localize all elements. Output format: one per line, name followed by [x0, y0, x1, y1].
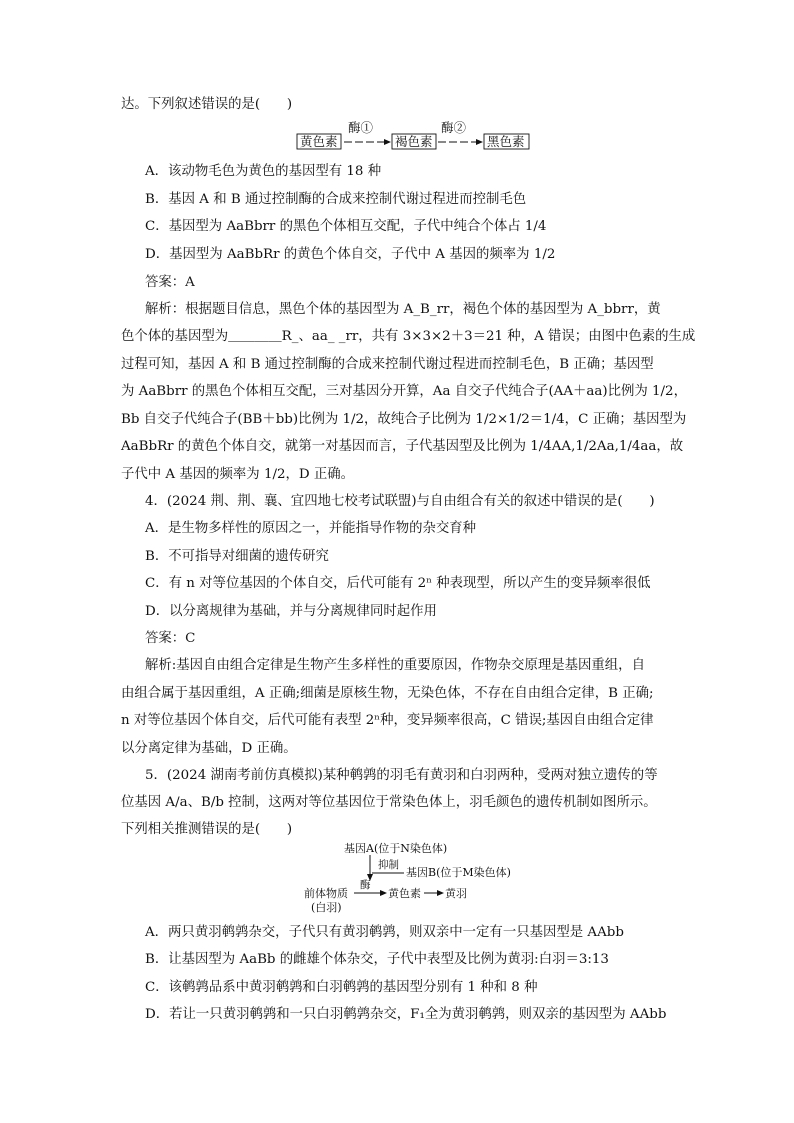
- pigment-arrow-head: [437, 890, 444, 896]
- q4-option-d: D．以分离规律为基础，并与分离规律同时起作用: [145, 604, 437, 619]
- precursor-arrow-head: [380, 890, 387, 896]
- feather-color-mechanism-diagram: [300, 840, 530, 918]
- pigment-brown-label: 褐色素: [395, 134, 433, 149]
- q4-analysis-line-4: 以分离定律为基础，D 正确。: [121, 741, 297, 756]
- precursor-label: 前体物质: [304, 887, 348, 900]
- q3-option-d: D．基因型为 AaBbRr 的黄色个体自交，子代中 A 基因的频率为 1/2: [145, 247, 556, 262]
- q3-analysis-line-1: 解析：根据题目信息，黑色个体的基因型为 A_B_rr，褐色个体的基因型为 A_bbrr，黄: [145, 302, 661, 317]
- q4-option-b: B．不可指导对细菌的遗传研究: [145, 549, 329, 564]
- inhibit-label: 抑制: [378, 859, 399, 871]
- gene-a-label: 基因A(位于N染色体): [344, 842, 448, 855]
- pigment-black-label: 黑色素: [487, 134, 525, 149]
- q5-option-a: A．两只黄羽鹌鹑杂交，子代只有黄羽鹌鹑，则双亲中一定有一只基因型是 AAbb: [145, 925, 624, 940]
- q4-stem: 4．(2024 荆、荆、襄、宜四地七校考试联盟)与自由组合有关的叙述中错误的是( ): [145, 494, 655, 509]
- q3-intro-tail: 达。下列叙述错误的是( ): [121, 97, 293, 112]
- q4-analysis-line-1: 解析:基因自由组合定律是生物产生多样性的重要原因，作物杂交原理是基因重组，自: [145, 658, 645, 673]
- q5-option-d: D．若让一只黄羽鹌鹑和一只白羽鹌鹑杂交，F₁全为黄羽鹌鹑，则双亲的基因型为 AAbb: [145, 1007, 667, 1022]
- pigment-pathway-diagram: [296, 121, 536, 151]
- q3-option-a: A．该动物毛色为黄色的基因型有 18 种: [145, 164, 382, 179]
- arrow-2-head: [476, 139, 483, 145]
- gene-b-label: 基因B(位于M染色体): [406, 866, 511, 879]
- q5-option-c: C．该鹌鹑品系中黄羽鹌鹑和白羽鹌鹑的基因型分别有 1 种和 8 种: [145, 980, 538, 995]
- enzyme1-label: 酶①: [348, 121, 374, 135]
- q5-stem-line-3: 下列相关推测错误的是( ): [121, 822, 293, 837]
- q5-stem-line-1: 5．(2024 湖南考前仿真模拟)某种鹌鹑的羽毛有黄羽和白羽两种，受两对独立遗传的等: [145, 768, 658, 783]
- q3-analysis-line-4: 为 AaBbrr 的黑色个体相互交配，三对基因分开算，Aa 自交子代纯合子(AA＋aa)比例为 1/2，: [121, 384, 687, 399]
- white-feather-label: (白羽): [311, 901, 342, 914]
- enzyme2-label: 酶②: [441, 121, 467, 135]
- yellow-pigment-label: 黄色素: [388, 887, 421, 900]
- q5-stem-line-2: 位基因 A/a、B/b 控制，这两对等位基因位于常染色体上，羽毛颜色的遗传机制如图所示。: [121, 795, 657, 810]
- enzyme-label: 酶: [360, 879, 371, 891]
- arrow-1-head: [384, 139, 391, 145]
- q3-analysis-line-2: 色个体的基因型为＿＿＿＿R_、aa_ _rr，共有 3×3×2＋3＝21 种，A 错误；由图中色素的生成: [121, 329, 696, 344]
- q3-analysis-line-7: 子代中 A 基因的频率为 1/2，D 正确。: [121, 467, 355, 482]
- q3-option-b: B．基因 A 和 B 通过控制酶的合成来控制代谢过程进而控制毛色: [145, 192, 527, 207]
- q3-analysis-line-3: 过程可知，基因 A 和 B 通过控制酶的合成来控制代谢过程进而控制毛色，B 正确；基因型: [121, 357, 654, 372]
- q5-option-b: B．让基因型为 AaBb 的雌雄个体杂交，子代中表型及比例为黄羽:白羽＝3:13: [145, 952, 609, 967]
- yellow-feather-label: 黄羽: [445, 887, 467, 900]
- q3-answer: 答案：A: [145, 275, 195, 290]
- q4-answer: 答案：C: [145, 631, 196, 646]
- q4-option-a: A．是生物多样性的原因之一，并能指导作物的杂交育种: [145, 521, 477, 536]
- q3-option-c: C．基因型为 AaBbrr 的黑色个体相互交配，子代中纯合个体占 1/4: [145, 219, 547, 234]
- q3-analysis-line-5: Bb 自交子代纯合子(BB＋bb)比例为 1/2，故纯合子比例为 1/2×1/2＝1/4，C 正确；基因型为: [121, 412, 687, 427]
- pigment-yellow-label: 黄色素: [300, 134, 338, 149]
- q4-option-c: C．有 n 对等位基因的个体自交，后代可能有 2ⁿ 种表现型，所以产生的变异频率很低: [145, 576, 651, 591]
- q4-analysis-line-2: 由组合属于基因重组，A 正确;细菌是原核生物，无染色体，不存在自由组合定律，B 正确;: [121, 686, 654, 701]
- q3-analysis-line-6: AaBbRr 的黄色个体自交，就第一对基因而言，子代基因型及比例为 1/4AA,1/2Aa,1/4aa，故: [121, 439, 684, 454]
- q4-analysis-line-3: n 对等位基因个体自交，后代可能有表型 2ⁿ种，变异频率很高，C 错误;基因自由组合定律: [121, 713, 654, 728]
